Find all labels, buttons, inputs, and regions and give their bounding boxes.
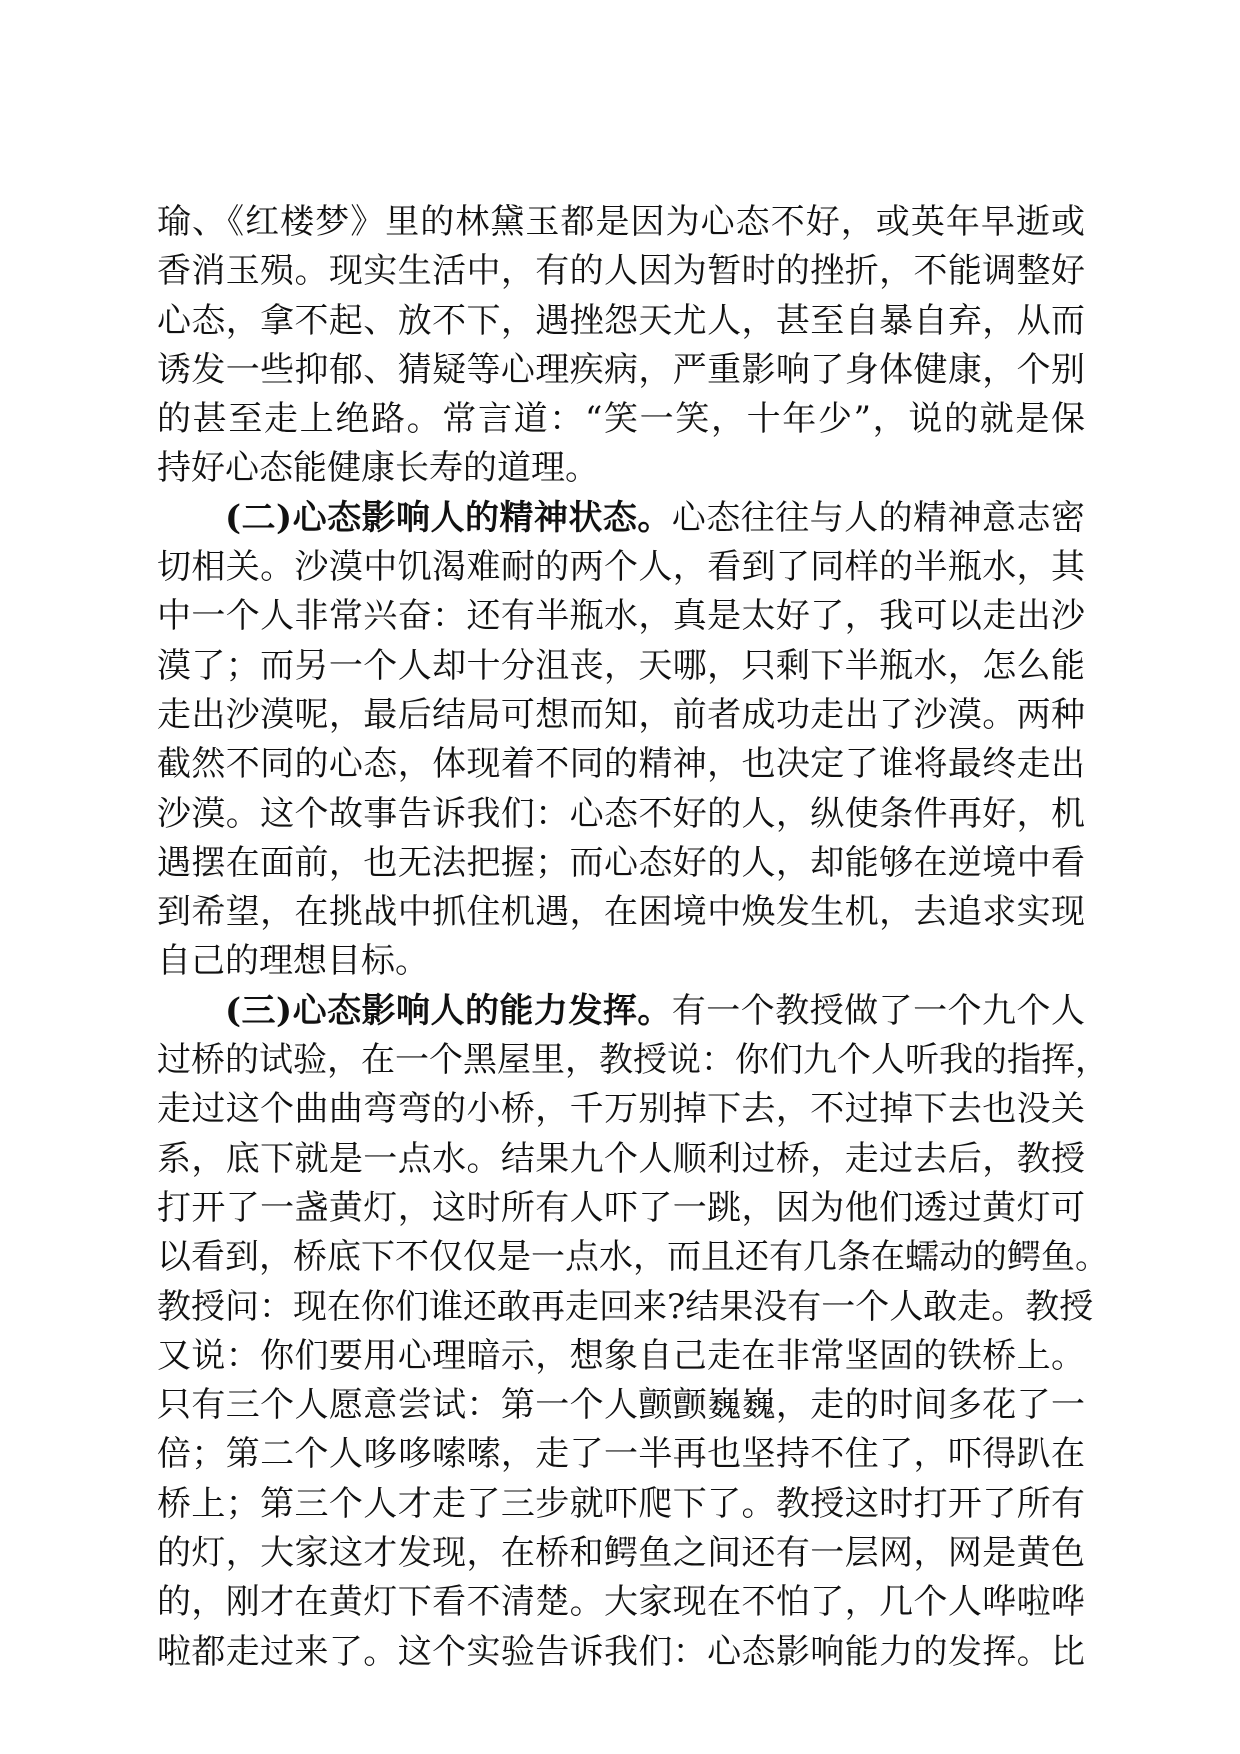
text-line: 啦都走过来了。这个实验告诉我们：心态影响能力的发挥。比 xyxy=(157,1631,1085,1672)
text-line: 走出沙漠呢，最后结局可想而知，前者成功走出了沙漠。两种 xyxy=(157,694,1085,735)
text-line: 截然不同的心态，体现着不同的精神，也决定了谁将最终走出 xyxy=(157,744,1085,785)
text-line: 切相关。沙漠中饥渴难耐的两个人，看到了同样的半瓶水，其 xyxy=(157,547,1085,588)
text-line: 瑜、《红楼梦》里的林黛玉都是因为心态不好，或英年早逝或 xyxy=(157,202,1085,242)
paragraph-first-line xyxy=(157,987,1085,1036)
paragraph-first-line xyxy=(157,494,1085,543)
text-line: 教授问：现在你们谁还敢再走回来?结果没有一个人敢走。教授 xyxy=(157,1286,1094,1327)
text-line: 打开了一盏黄灯，这时所有人吓了一跳，因为他们透过黄灯可 xyxy=(157,1187,1085,1228)
section-heading: (二)心态影响人的精神状态。 xyxy=(225,497,672,538)
text-line: 香消玉殒。现实生活中，有的人因为暂时的挫折，不能调整好 xyxy=(157,251,1085,292)
text-line: 倍；第二个人哆哆嗦嗦，走了一半再也坚持不住了，吓得趴在 xyxy=(157,1434,1085,1475)
text-line: 遇摆在面前，也无法把握；而心态好的人，却能够在逆境中看 xyxy=(157,842,1085,883)
text-line: 过桥的试验，在一个黑屋里，教授说：你们九个人听我的指挥， xyxy=(157,1040,1109,1081)
text-line: 又说：你们要用心理暗示，想象自己走在非常坚固的铁桥上。 xyxy=(157,1335,1085,1376)
text-line: 持好心态能健康长寿的道理。 xyxy=(157,448,599,489)
text-line: 心态，拿不起、放不下，遇挫怨天尤人，甚至自暴自弃，从而 xyxy=(157,300,1085,341)
text-line: 诱发一些抑郁、猜疑等心理疾病，严重影响了身体健康，个别 xyxy=(157,349,1085,390)
paragraph-3 xyxy=(157,987,1109,1677)
text-line: 桥上；第三个人才走了三步就吓爬下了。教授这时打开了所有 xyxy=(157,1483,1085,1524)
text-line: 的，刚才在黄灯下看不清楚。大家现在不怕了，几个人哗啦哗 xyxy=(157,1582,1085,1623)
text-run: 心态往往与人的精神意志密 xyxy=(671,497,1085,538)
text-line: 中一个人非常兴奋：还有半瓶水，真是太好了，我可以走出沙 xyxy=(157,596,1085,637)
text-run: 有一个教授做了一个九个人 xyxy=(671,990,1085,1031)
text-line: 的甚至走上绝路。常言道：“笑一笑，十年少”，说的就是保 xyxy=(157,399,1085,440)
text-line: 自己的理想目标。 xyxy=(157,941,429,982)
text-line: 系，底下就是一点水。结果九个人顺利过桥，走过去后，教授 xyxy=(157,1138,1085,1179)
section-heading: (三)心态影响人的能力发挥。 xyxy=(225,990,672,1031)
text-line: 以看到，桥底下不仅仅是一点水，而且还有几条在蠕动的鳄鱼。 xyxy=(157,1237,1109,1278)
text-line: 只有三个人愿意尝试：第一个人颤颤巍巍，走的时间多花了一 xyxy=(157,1385,1085,1426)
text-line: 沙漠。这个故事告诉我们：心态不好的人，纵使条件再好，机 xyxy=(157,793,1085,834)
text-line: 走过这个曲曲弯弯的小桥，千万别掉下去，不过掉下去也没关 xyxy=(157,1089,1085,1130)
text-line: 到希望，在挑战中抓住机遇，在困境中焕发生机，去追求实现 xyxy=(157,892,1085,933)
paragraph-1 xyxy=(157,198,1085,494)
text-line: 的灯，大家这才发现，在桥和鳄鱼之间还有一层网，网是黄色 xyxy=(157,1533,1085,1574)
paragraph-2 xyxy=(157,494,1085,987)
text-line: 漠了；而另一个人却十分沮丧，天哪，只剩下半瓶水，怎么能 xyxy=(157,645,1085,686)
body-text xyxy=(157,198,1109,1677)
